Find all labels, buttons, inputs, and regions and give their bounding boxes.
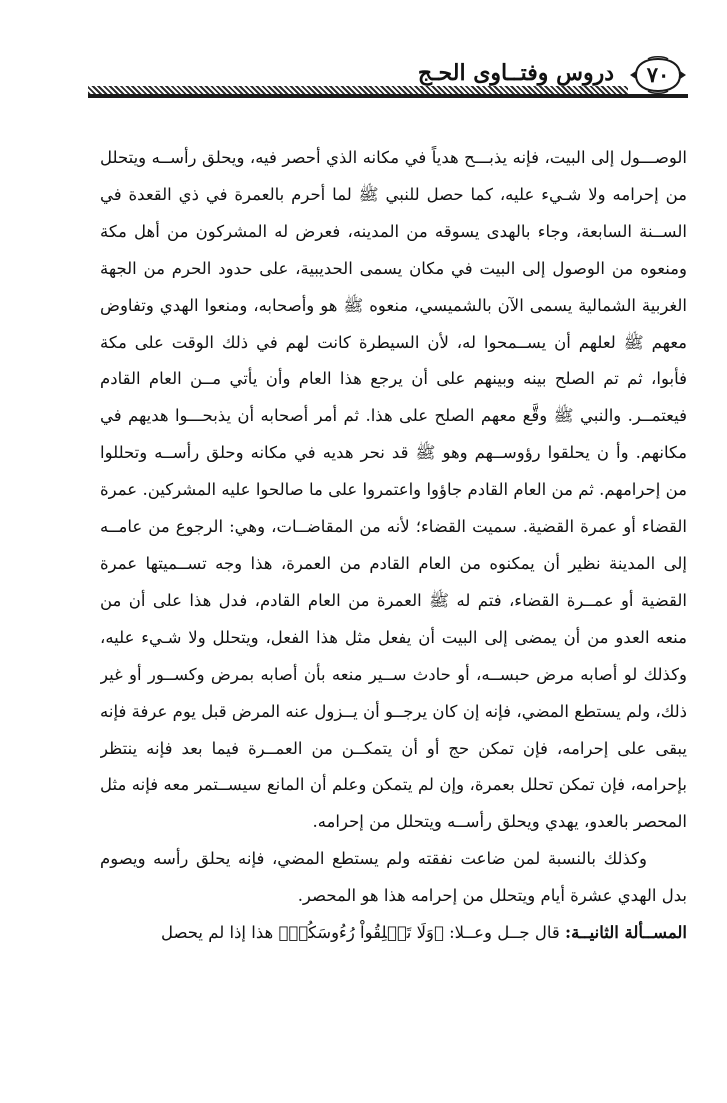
book-title: دروس وفتــاوى الحـج bbox=[417, 60, 614, 86]
header-rule bbox=[88, 94, 688, 98]
body-paragraph-1: الوصـــول إلى البيت، فإنه يذبـــح هدياً في مكانه الذي أحصر فيه، ويحلق رأســه ويتحلل من إحرامه ولا شـيء عليه، كما حصل للنبي ﷺ لما أحرم بالعمرة في ذي القعدة في الســنة السابعة، وجاء بالهدى يسوقه من المدينه، فعرض له المشركون من أهل مكة ومنعوه من الوصول إلى البيت في مكان يسمى الحديبية، على حدود الحرم من الجهة الغربية الشمالية يسمى الآن بالشميسي، منعوه ﷺ هو وأصحابه، ومنعوا الهدي وتفاوض معهم ﷺ لعلهم أن يســمحوا له، لأن السيطرة كانت لهم في ذلك الوقت على مكة فأبوا، ثم تم الصلح بينه وبينهم على أن يرجع هذا العام وأن يأتي مــن العام القادم فيعتمــر. والنبي ﷺ وقَّع معهم الصلح على هذا. ثم أمر أصحابه أن يذبحـــوا هديهم في مكانهم. وأ ن يحلقوا رؤوســهم وهو ﷺ قد نحر هديه في مكانه وحلق رأســه وتحللوا من إحرامهم. ثم من العام القادم جاؤوا واعتمروا على ما صالحوا عليه المشركين. عمرة القضاء أو عمرة القضية. سميت القضاء؛ لأنه من المقاضــات، وهي: الرجوع من عامــه إلى المدينة نظير أن يمكنوه من العام القادم من العمرة، هذا وجه تســميتها عمرة القضية أو عمــرة القضاء، فتم له ﷺ العمرة من العام القادم، فدل هذا على أن من منعه العدو من أن يمضى إلى البيت أن يفعل مثل هذا الفعل، ويتحلل ولا شـيء عليه، وكذلك لو أصابه مرض حبســه، أو حادث ســير منعه بأن أصابه بمرض وكســور أو غير ذلك، ولم يستطع المضي، فإنه إن كان يرجــو أن يــزول عنه المرض قبل يوم عرفة فإنه يبقى على إحرامه، فإن تمكن حج أو أن يتمكــن من العمــرة فيما بعد فإنه ينتظر بإحرامه، فإن تمكن تحلل بعمرة، وإن لم يتمكن وعلم أن المانع سيســتمر معه فإنه مثل المحصر بالعدو، يهدي ويحلق رأســه ويتحلل من إحرامه. bbox=[100, 148, 687, 832]
body-paragraph-2: وكذلك بالنسبة لمن ضاعت نفقته ولم يستطع المضي، فإنه يحلق رأسه ويصوم بدل الهدي عشرة أيام ويتحلل من إحرامه هذا هو المحصر. bbox=[100, 849, 687, 906]
page-number: ٧٠ bbox=[646, 62, 670, 87]
issue-heading: المســألة الثانيــة: bbox=[565, 923, 687, 943]
header-decorative-band bbox=[88, 86, 628, 94]
page-number-badge bbox=[628, 56, 688, 94]
page-body bbox=[100, 140, 687, 1080]
page-header bbox=[88, 56, 688, 96]
body-paragraph-3 bbox=[100, 915, 687, 952]
issue-text: قال جــل وعــلا: ﴿وَلَا تَحۡلِقُواْ رُءُوسَكُمۡ﴾ هذا إذا لم يحصل bbox=[160, 923, 566, 943]
